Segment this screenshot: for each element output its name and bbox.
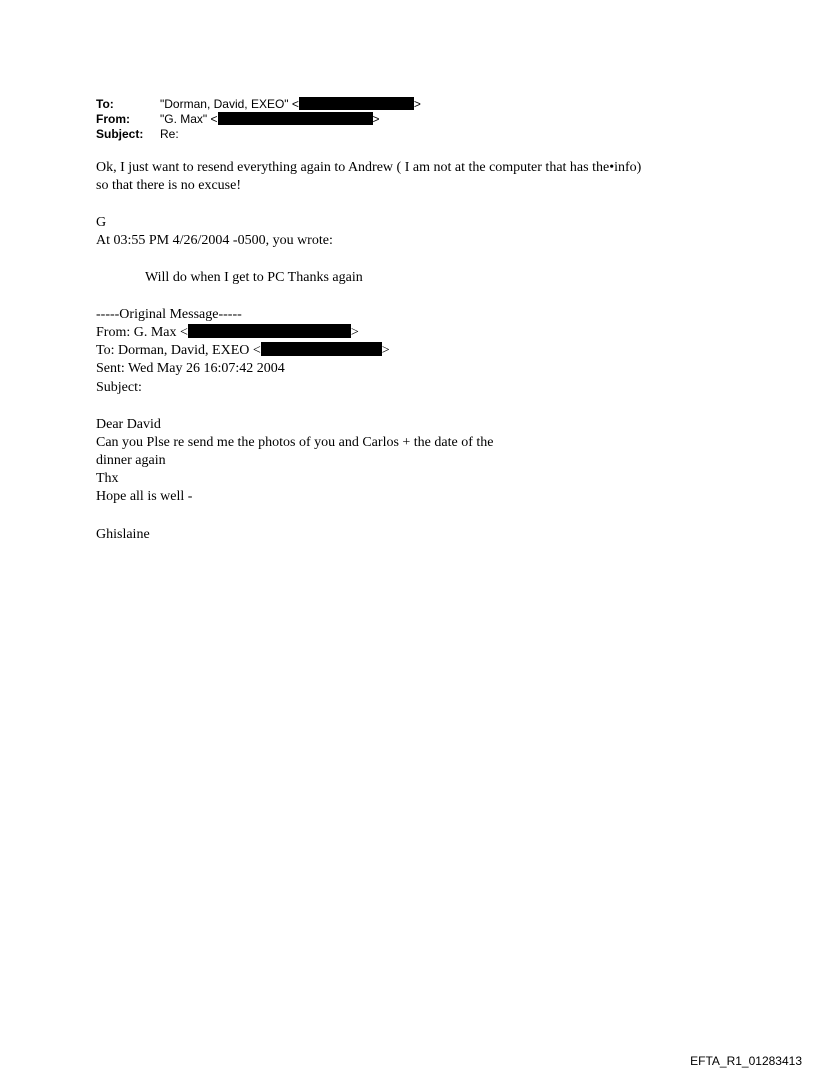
subject-label: Subject:	[96, 127, 144, 141]
to-text: "Dorman, David, EXEO" <	[160, 97, 299, 111]
original-signature: Ghislaine	[96, 527, 150, 542]
original-body-line: dinner again	[96, 453, 166, 468]
reply-line-2: so that there is no excuse!	[96, 178, 242, 193]
original-body-line: Thx	[96, 471, 119, 486]
from-value	[160, 112, 380, 126]
original-body-line: Can you Plse re send me the photos of you and Carlos + the date of the	[96, 435, 494, 450]
original-separator: -----Original Message-----	[96, 307, 242, 322]
original-from-end: >	[350, 325, 359, 340]
redaction-box	[188, 324, 351, 338]
from-text: "G. Max" <	[160, 112, 218, 126]
redaction-box	[299, 97, 414, 110]
reply-attribution: At 03:55 PM 4/26/2004 -0500, you wrote:	[96, 233, 333, 248]
redaction-box	[261, 342, 382, 356]
document-id: EFTA_R1_01283413	[690, 1054, 802, 1068]
reply-line-1: Ok, I just want to resend everything again to Andrew ( I am not at the computer that has the•info)	[96, 160, 642, 175]
original-to	[96, 342, 390, 360]
to-end: >	[413, 97, 421, 111]
reply-signoff: G	[96, 215, 107, 230]
original-from	[96, 324, 359, 342]
original-from-text: From: G. Max <	[96, 325, 188, 340]
to-label: To:	[96, 97, 114, 111]
original-to-text: To: Dorman, David, EXEO <	[96, 343, 261, 358]
original-sent: Sent: Wed May 26 16:07:42 2004	[96, 361, 285, 376]
original-body-line: Dear David	[96, 417, 161, 432]
subject-value: Re:	[160, 127, 179, 141]
to-value	[160, 97, 421, 111]
from-label: From:	[96, 112, 130, 126]
redaction-box	[218, 112, 373, 125]
original-subject: Subject:	[96, 380, 142, 395]
quoted-text: Will do when I get to PC Thanks again	[145, 270, 363, 285]
from-end: >	[372, 112, 380, 126]
original-to-end: >	[381, 343, 390, 358]
original-body-line: Hope all is well -	[96, 489, 193, 504]
